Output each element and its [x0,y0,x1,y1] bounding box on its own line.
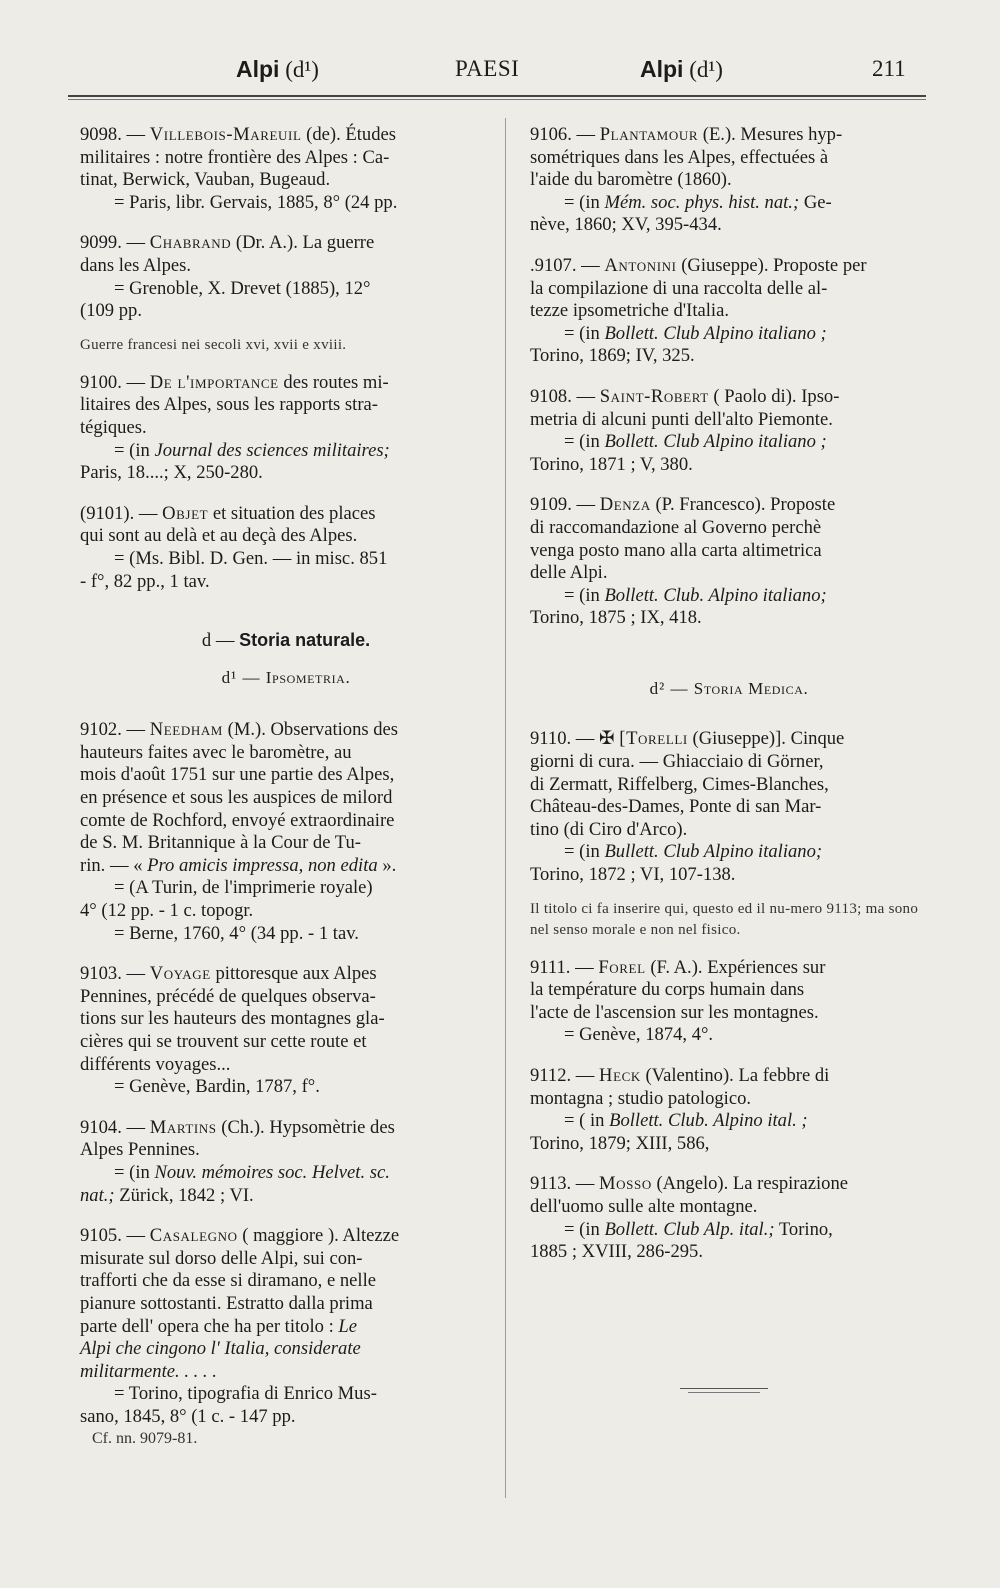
entry-9102: 9102. — Needham (M.). Observations des hauteurs faites avec le baromètre, au mois d'août 1751 sur une partie des Alpes, en présence et sous les auspices de milord comte de Rochford, envoyé extraordinaire de S. M. Britannique à la Cour de Tu- rin. — « Pro amicis impressa, non edita ». = (A Turin, de l'imprimerie royale) 4° (12 pp. - 1 c. topogr. = Berne, 1760, 4° (34 pp. - 1 tav. [80,719,399,944]
entry-9103: 9103. — Voyage pittoresque aux Alpes Pennines, précédé de quelques observa- tions sur les hauteurs des montagnes gla- cières qui se trouvent sur cette route et différents voyages... = Genève, Bardin, 1787, f°. [80,963,385,1098]
left-column [80,124,492,1449]
right-column [530,124,928,1282]
entry-9109: 9109. — Denza (P. Francesco). Proposte di raccomandazione al Governo perchè venga posto mano alla carta altimetrica delle Alpi. = (in Bollett. Club. Alpino italiano; Torino, 1875 ; IX, 418. [530,494,836,629]
page-number: 211 [872,56,906,81]
header-rule [68,95,926,97]
entry-9100: 9100. — De l'importance des routes mi- litaires des Alpes, sous les rapports stra- tégiques. = (in Journal des sciences militaires; Paris, 18....; X, 250-280. [80,371,390,484]
entry-9111: 9111. — Forel (F. A.). Expériences sur la température du corps humain dans l'acte de l'ascension sur les montagnes. = Genève, 1874, 4°. [530,956,826,1046]
header-right: Alpi (d¹) [640,56,723,82]
page-header [0,56,1000,90]
header-rule-thin [68,99,926,100]
header-center: PAESI [455,56,520,81]
end-rule [680,1388,768,1389]
subsection-heading-storia-medica: d² — Storia Medica. [649,678,809,698]
cross-reference: Cf. nn. 9079-81. [92,1429,198,1447]
end-rule-thin [688,1392,760,1393]
entry-9104: 9104. — Martins (Ch.). Hypsomètrie des Alpes Pennines. = (in Nouv. mémoires soc. Helvet. sc. nat.; Zürick, 1842 ; VI. [80,1116,395,1206]
entry-9110: 9110. — ✠ [Torelli (Giuseppe)]. Cinque giorni di cura. — Ghiacciaio di Görner, di Zermatt, Riffelberg, Cimes-Blanches, Château-des-Dames, Ponte di san Mar- tino (di Ciro d'Arco). = (in Bullett. Club Alpino italiano; Torino, 1872 ; VI, 107-138. [530,728,845,886]
entry-9108: 9108. — Saint-Robert ( Paolo di). Ipso- metria di alcuni punti dell'alto Piemonte. = (in Bollett. Club Alpino italiano ; Torino, 1871 ; V, 380. [530,385,840,475]
entry-9101: (9101). — Objet et situation des places qui sont au delà et au deçà des Alpes. = (Ms. Bibl. D. Gen. — in misc. 851 - f°, 82 pp., 1 tav. [80,502,388,592]
note-9099: Guerre francesi nei secoli xvi, xvii e xviii. [80,336,347,353]
entry-9107: .9107. — Antonini (Giuseppe). Proposte per la compilazione di una raccolta delle al- tezze ipsometriche d'Italia. = (in Bollett. Club Alpino italiano ; Torino, 1869; IV, 325. [530,254,867,367]
entry-9106: 9106. — Plantamour (E.). Mesures hyp- sométriques dans les Alpes, effectuées à l'aide du baromètre (1860). = (in Mém. soc. phys. hist. nat.; Ge- nève, 1860; XV, 395-434. [530,124,843,236]
entry-9112: 9112. — Heck (Valentino). La febbre di montagna ; studio patologico. = ( in Bollett. Club. Alpino ital. ; Torino, 1879; XIII, 586, [530,1065,830,1154]
column-divider [505,118,506,1498]
subsection-heading-ipsometria: d¹ — Ipsometria. [221,667,351,687]
header-left: Alpi (d¹) [236,56,319,82]
note-9110: Il titolo ci fa inserire qui, questo ed il nu-mero 9113; ma sono nel senso morale e non nel fisico. [530,900,919,938]
entry-9105: 9105. — Casalegno ( maggiore ). Altezze misurate sul dorso delle Alpi, sui con- trafforti che da esse si diramano, e nelle pianure sottostanti. Estratto dalla prima parte dell' opera che ha per titolo : Le Alpi che cingono l' Italia, considerate militarmente. . . . . = Torino, tipografia di Enrico Mus- sano, 1845, 8° (1 c. - 147 pp. [80,1225,400,1427]
entry-9099: 9099. — Chabrand (Dr. A.). La guerre dans les Alpes. = Grenoble, X. Drevet (1885), 12° (109 pp. [80,232,375,322]
section-heading: d — Storia naturale. [201,630,371,652]
entry-9098: 9098. — Villebois-Mareuil (de). Études militaires : notre frontière des Alpes : Ca- tinat, Berwick, Vauban, Bugeaud. = Paris, libr. Gervais, 1885, 8° (24 pp. [80,124,398,213]
entry-9113: 9113. — Mosso (Angelo). La respirazione dell'uomo sulle alte montagne. = (in Bollett. Club Alp. ital.; Torino, 1885 ; XVIII, 286-295. [530,1173,849,1263]
